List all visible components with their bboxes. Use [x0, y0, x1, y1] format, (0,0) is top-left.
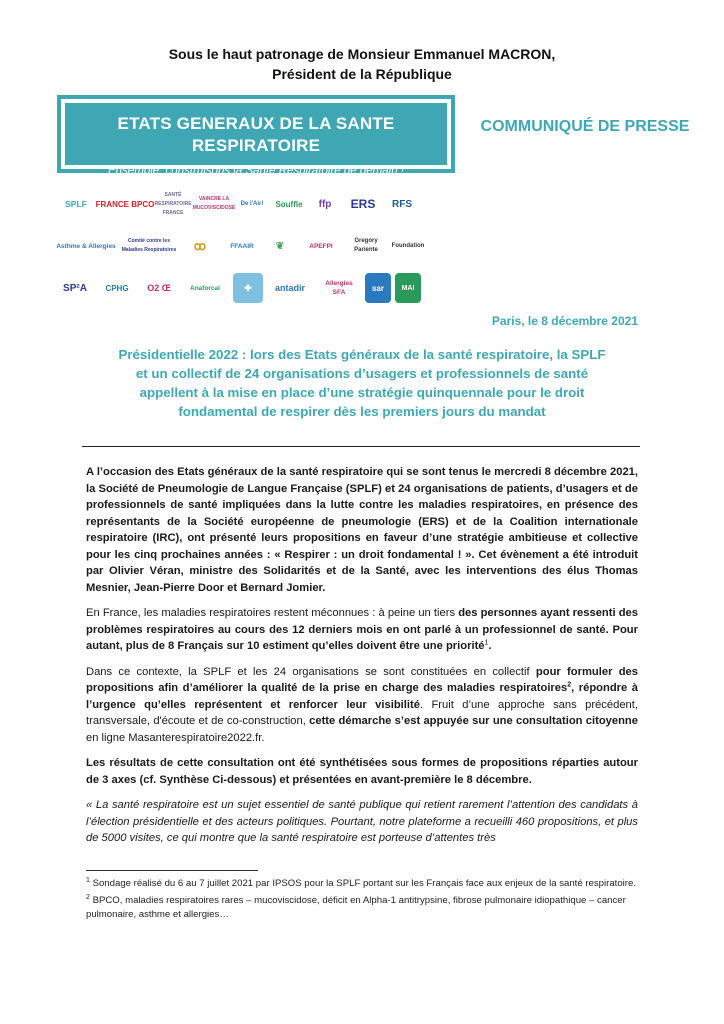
logo-row-1: [57, 186, 447, 222]
footnote-2-text: BPCO, maladies respiratoires rares – mucoviscidose, déficit en Alpha-1 antitrypsine, fibrose pulmonaire idiopathique – cancer pulmonaire, asthme et allergies…: [86, 895, 626, 920]
paragraph-quote: « La santé respiratoire est un sujet essentiel de santé publique qui retient rarement l’attention des candidats à l’élection présidentielle et des acteurs politiques. Pourtant, notre plateforme a recueilli 460 propositions, et plus de 5000 visites, ce qui montre que la santé respiratoire est porteuse d’attentes très: [86, 799, 638, 844]
logo-splf: SPLF: [65, 198, 87, 209]
patronage-line-1: Sous le haut patronage de Monsieur Emmanuel MACRON,: [168, 46, 556, 62]
logo-asthme-allergies: Asthme & Allergies: [56, 242, 116, 250]
paragraph-collective-emphasis: pour formuler des propositions afin d’améliorer la qualité de la prise en charge des maladies respiratoires: [86, 665, 638, 694]
banner-subtitle: Ensemble, construisons la Santé Respiratoire de demain !: [108, 165, 404, 177]
logo-foundation: Foundation: [391, 242, 425, 249]
article-body: [86, 464, 638, 856]
paragraph-collective-emphasis-3: cette démarche s’est appuyée sur une consultation citoyenne: [309, 715, 638, 727]
paragraph-intro: A l’occasion des Etats généraux de la santé respiratoire qui se sont tenus le mercredi 8 décembre 2021, la Société de Pneumologie de Langue Française (SPLF) et 24 organisations de patients, d’usagers et de professionnels de santé impliquées dans la lutte contre les maladies respiratoires, en présence des représentants de la Société européenne de pneumologie (ERS) et de la Coalition internationale respiratoire (IRC), ont présenté leurs propositions en faveur d’une stratégie ambitieuse et collective pour les cinq prochaines années : « Respirer : un droit fondamental ! ». Cet évènement a été introduit par Olivier Véran, ministre des Solidarités et de la Santé, avec les interventions des élus Thomas Mesnier, Jean-Pierre Door et Bernard Jomier.: [86, 466, 638, 594]
paragraph-collective-lead: Dans ce contexte, la SPLF et les 24 organisations se sont constituées en collectif: [86, 665, 536, 678]
headline-line-1: Présidentielle 2022 : lors des Etats généraux de la santé respiratoire, la SPLF: [118, 347, 606, 362]
headline-line-3: appellent à la mise en place d’une stratégie quinquennale pour le droit: [139, 385, 585, 400]
paragraph-collective-emphasis-2: , répondre à l’urgence qu’elles représentent et renforcer leur visibilité: [86, 682, 638, 711]
logo-sar: sar: [365, 273, 391, 303]
logo-antadir: antadir: [274, 282, 305, 293]
logo-o2: O2 Œ: [147, 282, 171, 293]
logo-ers: ERS: [350, 196, 376, 211]
logo-leaf-icon: ❦: [275, 240, 285, 252]
logo-mai: MAI: [395, 273, 421, 303]
logo-row-2: [57, 228, 447, 264]
patronage-header: [0, 44, 724, 84]
logo-vaincre-mucoviscidose: VAINCRE LA MUCOVISCIDOSE: [192, 196, 236, 211]
banner-title: ETATS GENERAUX DE LA SANTE RESPIRATOIRE: [117, 114, 395, 155]
footnote-2: [86, 894, 638, 922]
paragraph-context-emphasis: des personnes ayant ressenti des problèmes respiratoires au cours des 12 derniers mois en ont parlé à un professionnel de santé. Pour autant, plus de 8 Français sur 10 estiment qu’elles doivent être une priorité: [86, 607, 638, 652]
headline-line-4: fondamental de respirer dès les premiers jours du mandat: [178, 404, 546, 419]
logo-allergies-sfa: Allergies SFA: [325, 280, 353, 296]
logo-comite-maladies-respiratoires: Comité contre les Maladies Respiratoires: [121, 238, 177, 253]
logo-ffp: ffp: [318, 198, 332, 210]
headline-line-2: et un collectif de 24 organisations d’usagers et professionnels de santé: [135, 366, 589, 381]
headline-divider: [82, 446, 640, 447]
press-release-label: COMMUNIQUÉ DE PRESSE: [480, 118, 690, 135]
footnote-1: [86, 877, 638, 891]
patronage-line-2: Président de la République: [272, 66, 452, 82]
headline: [80, 345, 644, 421]
logo-rfs: RFS: [392, 198, 412, 210]
logo-apefpi: APEFPI: [309, 242, 333, 250]
footnote-ref-1: 1: [484, 639, 489, 647]
footnote-1-number: 1: [86, 876, 90, 884]
logo-de-l-air: De l'Air!: [240, 200, 264, 207]
footnotes: [86, 877, 638, 925]
logo-row-3: [57, 270, 447, 306]
partner-logos: [57, 186, 447, 312]
paragraph-collective: [86, 664, 638, 747]
paragraph-results: Les résultats de cette consultation ont été synthétisées sous formes de propositions réparties autour de 3 axes (cf. Synthèse Ci-dessous) et présentées en avant-première le 8 décembre.: [86, 757, 638, 786]
dateline: Paris, le 8 décembre 2021: [491, 314, 638, 328]
paragraph-context: [86, 605, 638, 655]
logo-gregory-pariente: Gregory Pariente: [354, 238, 378, 253]
paragraph-context-lead: En France, les maladies respiratoires restent méconnues : à peine un tiers: [86, 607, 459, 619]
logo-ffaair: FFAAIR: [230, 242, 254, 250]
paragraph-collective-end: en ligne Masanterespiratoire2022.fr.: [86, 731, 265, 744]
paragraph-collective-middle: . Fruit d’une approche sans précédent, transversale, d'écoute et de co-construction,: [86, 698, 638, 727]
footnote-ref-2: 2: [567, 681, 572, 689]
event-banner: [57, 95, 455, 177]
logo-sp2a: SP²A: [63, 282, 87, 294]
logo-souffle: Souffle: [275, 199, 303, 209]
logo-anaforcal: Anaforcal: [190, 284, 220, 292]
logo-sante-respiratoire-france: SANTÉ RESPIRATOIRE FRANCE: [154, 191, 192, 216]
logo-blue-badge: ✚: [233, 273, 263, 303]
footnote-1-text: Sondage réalisé du 6 au 7 juillet 2021 par IPSOS pour la SPLF portant sur les Français face aux enjeux de la santé respiratoire.: [89, 878, 637, 889]
logo-cphg: CPHG: [105, 283, 129, 293]
footnote-2-number: 2: [86, 893, 90, 901]
logo-france-bpco: FRANCE BPCO: [95, 199, 155, 209]
logo-ornament: ꝏ: [193, 238, 207, 253]
footnote-divider: [86, 870, 258, 871]
paragraph-context-end: .: [488, 640, 492, 652]
